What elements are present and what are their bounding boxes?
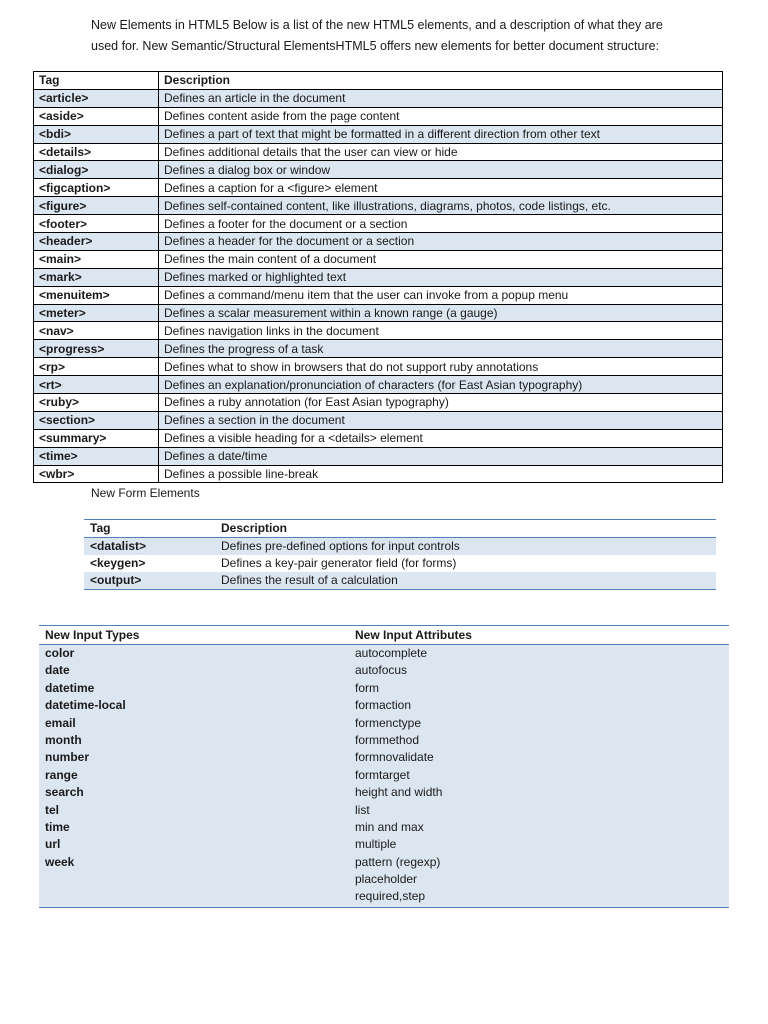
- description-cell: Defines a ruby annotation (for East Asian typography): [159, 394, 723, 412]
- table-row: [34, 179, 723, 197]
- table-row: [34, 250, 723, 268]
- tag-cell: <wbr>: [34, 465, 159, 483]
- description-cell: Defines an article in the document: [159, 89, 723, 107]
- table-row: [34, 358, 723, 376]
- semantic-elements-table: [33, 71, 723, 483]
- description-cell: Defines what to show in browsers that do not support ruby annotations: [159, 358, 723, 376]
- input-type-item: date: [45, 663, 70, 678]
- input-type-item: color: [45, 646, 75, 660]
- tag-cell: <figure>: [34, 197, 159, 215]
- table-row: [34, 286, 723, 304]
- input-type-item: search: [45, 785, 84, 800]
- table-row: [84, 538, 716, 556]
- input-attribute-item: formmethod: [355, 732, 420, 747]
- input-type-item: time: [45, 819, 70, 834]
- tag-cell: <header>: [34, 233, 159, 251]
- input-attribute-item: required,step: [355, 889, 426, 904]
- table-row: [34, 215, 723, 233]
- tag-cell: <rp>: [34, 358, 159, 376]
- tag-cell: <menuitem>: [34, 286, 159, 304]
- table-row: [34, 447, 723, 465]
- input-attribute-item: formaction: [355, 698, 412, 713]
- description-cell: Defines the result of a calculation: [215, 572, 716, 590]
- description-cell: Defines a date/time: [159, 447, 723, 465]
- description-cell: Defines a dialog box or window: [159, 161, 723, 179]
- input-attribute-item: formtarget: [355, 767, 410, 782]
- input-attributes-list: [349, 645, 729, 908]
- table-row: [39, 645, 729, 908]
- form-elements-caption: New Form Elements: [91, 486, 200, 500]
- form-elements-table: [84, 519, 716, 590]
- table-header-row: [39, 626, 729, 645]
- description-cell: Defines the main content of a document: [159, 250, 723, 268]
- description-cell: Defines additional details that the user can view or hide: [159, 143, 723, 161]
- tag-cell: <nav>: [34, 322, 159, 340]
- input-attribute-item: list: [355, 802, 370, 817]
- table-row: [34, 107, 723, 125]
- input-type-item: week: [45, 854, 75, 869]
- tag-cell: <output>: [84, 572, 215, 590]
- tag-cell: <keygen>: [90, 556, 146, 570]
- tag-cell: <figcaption>: [34, 179, 159, 197]
- input-attribute-item: height and width: [355, 785, 443, 800]
- input-type-item: range: [45, 767, 78, 782]
- input-types-list: [39, 645, 349, 908]
- input-attribute-item: autocomplete: [355, 646, 428, 660]
- tag-cell: <summary>: [34, 429, 159, 447]
- input-type-item: tel: [45, 802, 60, 817]
- table-row: [84, 572, 716, 590]
- column-header-tag: Tag: [84, 520, 215, 538]
- table-row: [34, 125, 723, 143]
- input-attribute-item: autofocus: [355, 663, 408, 678]
- input-type-item: datetime-local: [45, 698, 126, 713]
- description-cell: Defines a visible heading for a <details> element: [159, 429, 723, 447]
- input-type-item: datetime: [45, 680, 95, 695]
- input-attribute-item: placeholder: [355, 872, 418, 887]
- tag-cell: <bdi>: [34, 125, 159, 143]
- column-header-input-attributes: New Input Attributes: [349, 626, 729, 645]
- table-row: [34, 394, 723, 412]
- input-attribute-item: formenctype: [355, 715, 422, 730]
- tag-cell: <footer>: [34, 215, 159, 233]
- table-row: [34, 340, 723, 358]
- tag-cell: <details>: [34, 143, 159, 161]
- tag-cell: <mark>: [34, 268, 159, 286]
- input-type-item: email: [45, 715, 76, 730]
- tag-cell: <aside>: [34, 107, 159, 125]
- description-cell: Defines the progress of a task: [159, 340, 723, 358]
- table-row: [34, 161, 723, 179]
- input-attribute-item: pattern (regexp): [355, 854, 441, 869]
- input-attribute-item: form: [355, 680, 379, 695]
- table-row: [34, 465, 723, 483]
- description-cell: Defines a command/menu item that the user can invoke from a popup menu: [159, 286, 723, 304]
- input-type-item: number: [45, 750, 90, 765]
- table-row: [34, 89, 723, 107]
- table-row: [34, 197, 723, 215]
- description-cell: Defines a header for the document or a section: [159, 233, 723, 251]
- intro-paragraph: New Elements in HTML5 Below is a list of the new HTML5 elements, and a description of what they are used for. New Semantic/Structural ElementsHTML5 offers new elements for better document structure:: [91, 18, 663, 53]
- input-attribute-item: formnovalidate: [355, 750, 434, 765]
- description-cell: Defines marked or highlighted text: [159, 268, 723, 286]
- table-row: [34, 322, 723, 340]
- table-row: [34, 411, 723, 429]
- tag-cell: <ruby>: [34, 394, 159, 412]
- tag-cell: <meter>: [34, 304, 159, 322]
- tag-cell: <main>: [34, 250, 159, 268]
- tag-cell: <dialog>: [34, 161, 159, 179]
- tag-cell: <datalist>: [84, 538, 215, 556]
- input-type-item: month: [45, 732, 82, 747]
- table-row: [84, 555, 716, 572]
- description-cell: Defines a caption for a <figure> element: [159, 179, 723, 197]
- column-header-description: Description: [215, 520, 716, 538]
- input-attribute-item: min and max: [355, 819, 424, 834]
- column-header-description: Description: [159, 72, 723, 90]
- input-type-item: url: [45, 837, 61, 852]
- description-cell: Defines self-contained content, like illustrations, diagrams, photos, code listings, etc.: [159, 197, 723, 215]
- tag-cell: <progress>: [34, 340, 159, 358]
- description-cell: Defines a key-pair generator field (for forms): [221, 556, 457, 570]
- tag-cell: <article>: [34, 89, 159, 107]
- column-header-input-types: New Input Types: [39, 626, 349, 645]
- description-cell: Defines pre-defined options for input controls: [215, 538, 716, 556]
- column-header-tag: Tag: [34, 72, 159, 90]
- description-cell: Defines a section in the document: [159, 411, 723, 429]
- description-cell: Defines a footer for the document or a section: [159, 215, 723, 233]
- description-cell: Defines a possible line-break: [159, 465, 723, 483]
- description-cell: Defines navigation links in the document: [159, 322, 723, 340]
- table-row: [34, 429, 723, 447]
- table-row: [34, 268, 723, 286]
- table-header-row: [84, 520, 716, 538]
- description-cell: Defines a part of text that might be formatted in a different direction from other text: [159, 125, 723, 143]
- tag-cell: <section>: [34, 411, 159, 429]
- description-cell: Defines a scalar measurement within a known range (a gauge): [159, 304, 723, 322]
- tag-cell: <rt>: [34, 376, 159, 394]
- description-cell: Defines an explanation/pronunciation of characters (for East Asian typography): [159, 376, 723, 394]
- input-types-attributes-table: [39, 625, 729, 908]
- table-row: [34, 143, 723, 161]
- tag-cell: <time>: [34, 447, 159, 465]
- table-header-row: [34, 72, 723, 90]
- description-cell: Defines content aside from the page content: [159, 107, 723, 125]
- table-row: [34, 376, 723, 394]
- table-row: [34, 233, 723, 251]
- input-attribute-item: multiple: [355, 837, 397, 852]
- table-row: [34, 304, 723, 322]
